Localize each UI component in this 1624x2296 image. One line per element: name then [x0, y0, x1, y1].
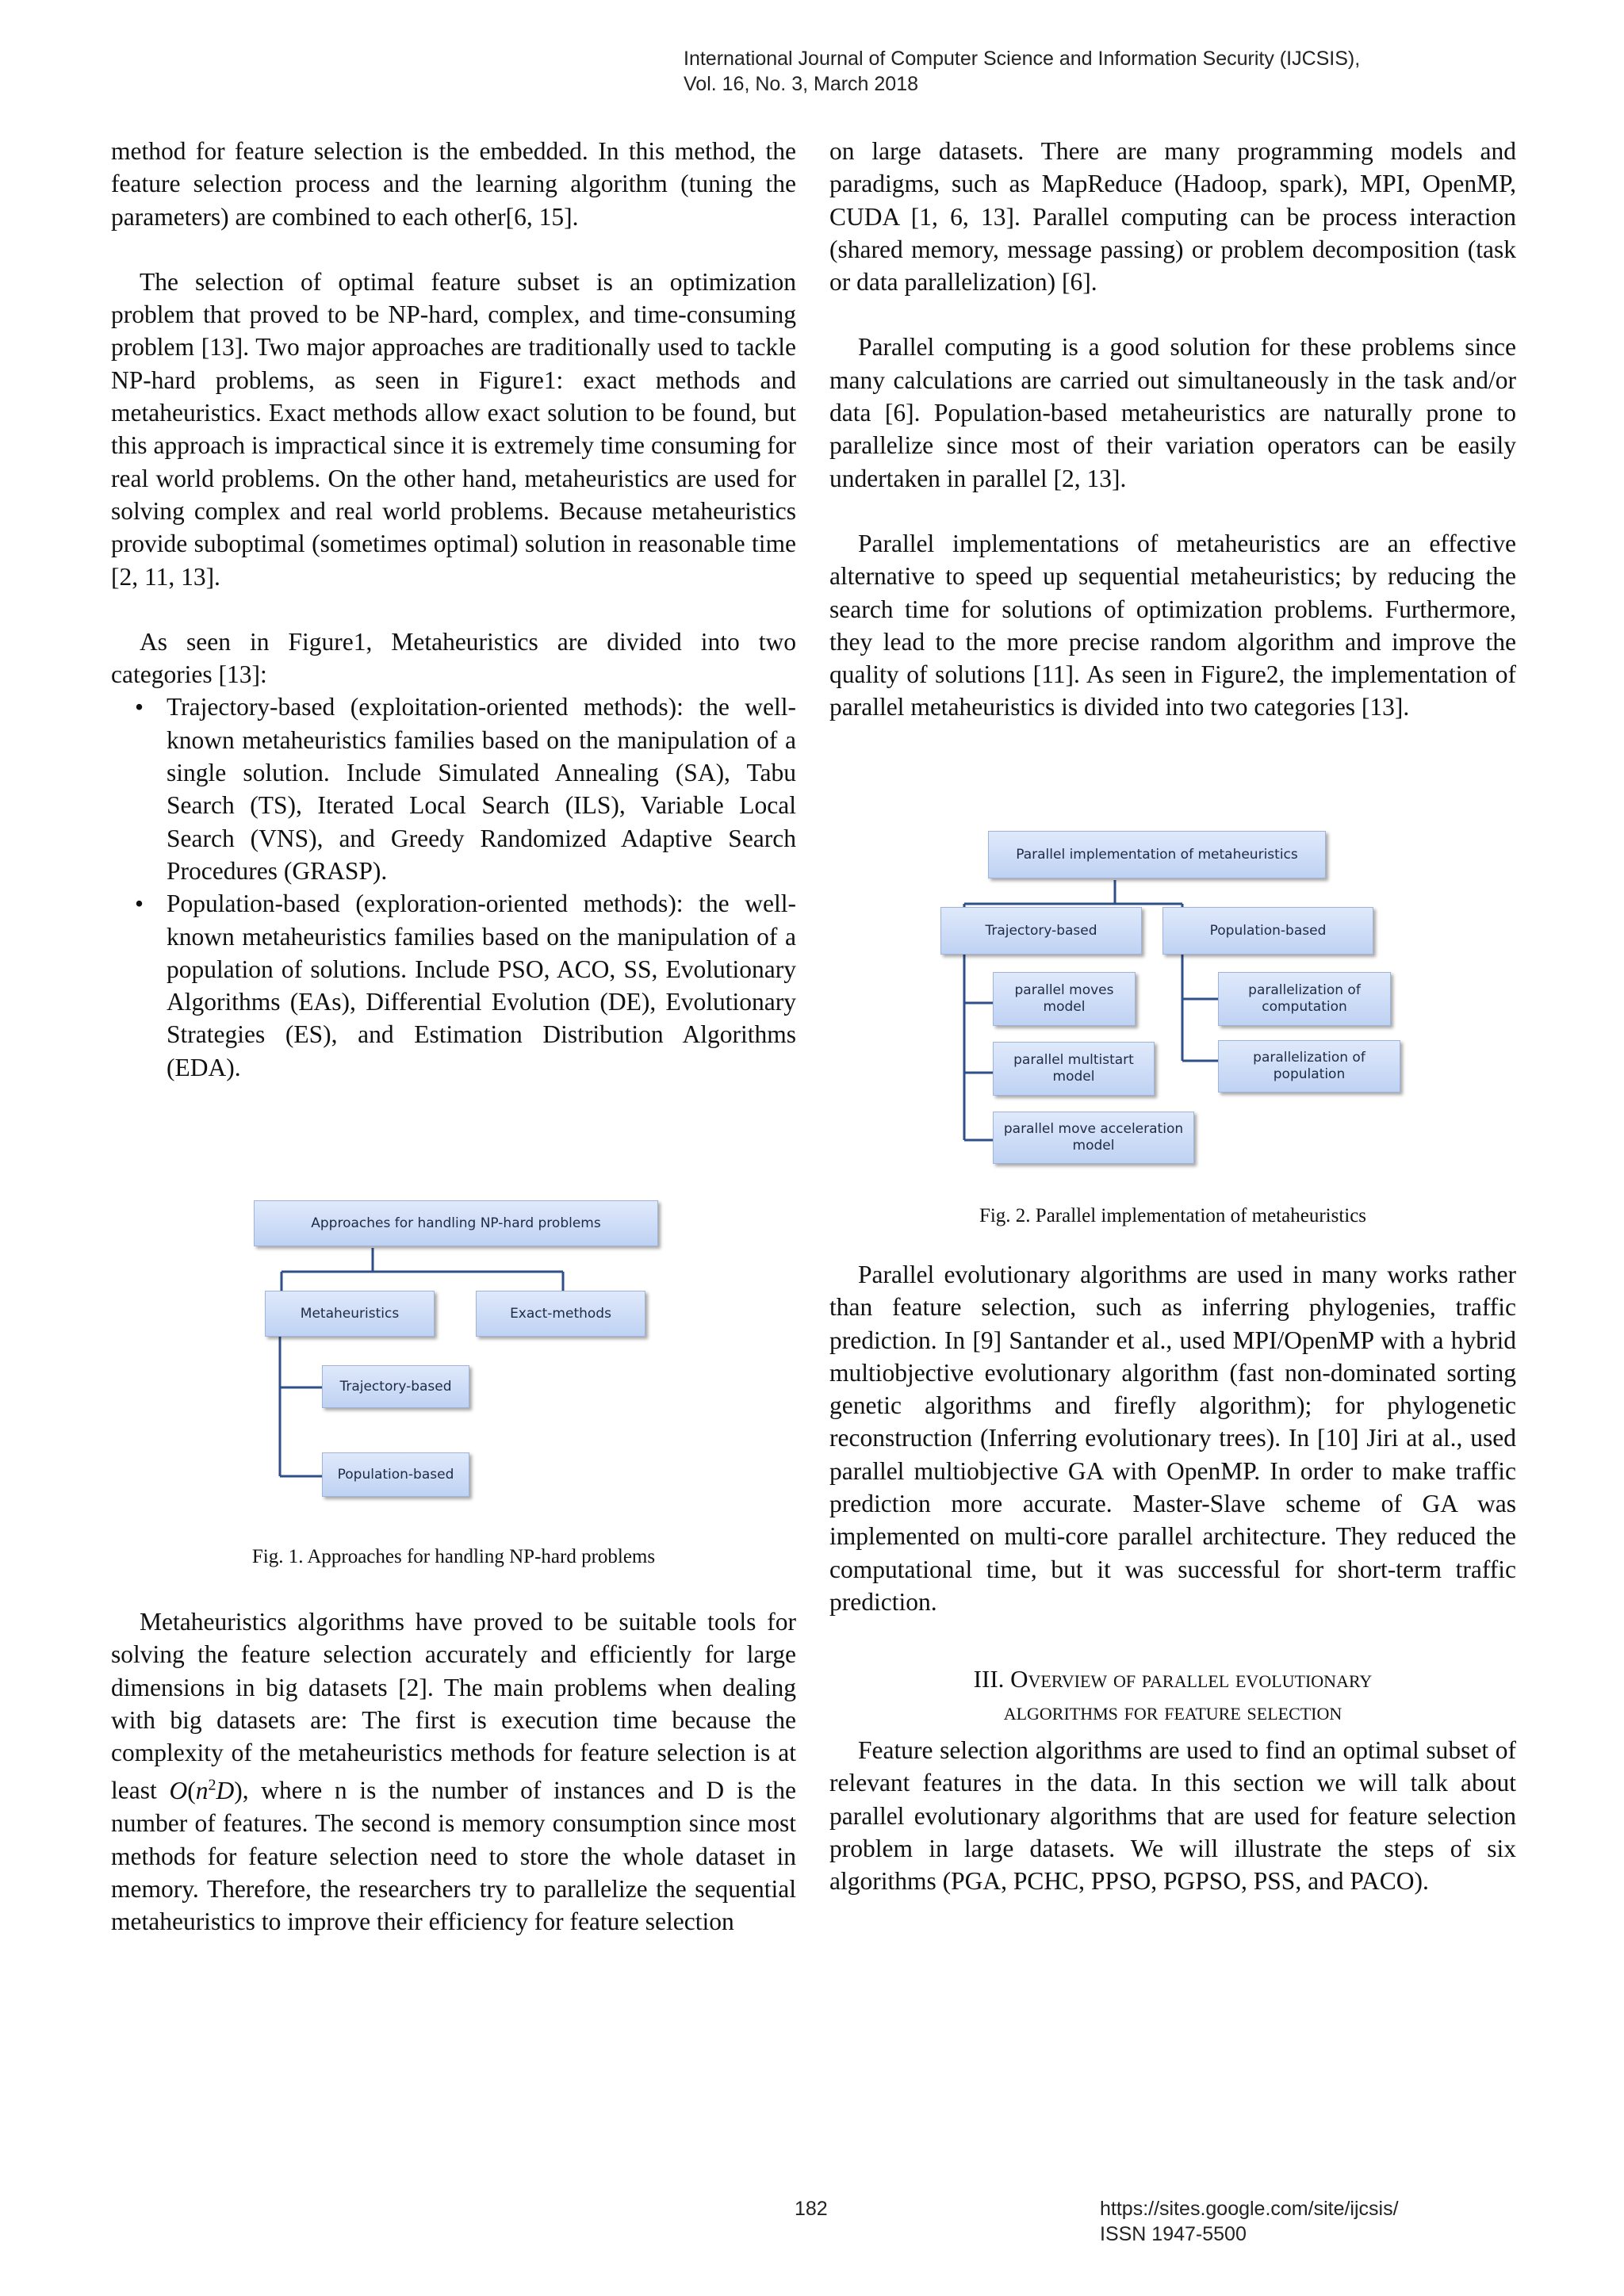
footer-issn: ISSN 1947-5500	[1100, 2223, 1247, 2245]
math-n: n	[195, 1776, 209, 1804]
math-d: D	[216, 1776, 235, 1804]
diagram-node-parallel-moves-model: parallel moves model	[993, 972, 1136, 1026]
diagram-node-parallel-move-acceleration-model: parallel move acceleration model	[993, 1112, 1194, 1164]
diagram-node-population-based: Population-based	[1162, 907, 1373, 955]
paragraph: The selection of optimal feature subset is an optimization problem that proved to be NP-hard, complex, and time-consuming problem [13]. Two major approaches are traditionally used to tackle NP-hard problems, as seen in Figure1: exact methods and metaheuristics. Exact methods allow exact solution to be found, but this approach is impractical since it is extremely time consuming for real world problems. On the other hand, metaheuristics are used for solving complex and real world problems. Because metaheuristics provide suboptimal (sometimes optimal) solution in reasonable time [2, 11, 13].	[111, 267, 796, 591]
right-column-continued	[829, 1258, 1516, 1618]
paragraph: on large datasets. There are many programming models and paradigms, such as MapReduce (Hadoop, spark), MPI, OpenMP, CUDA [1, 6, 13]. Parallel computing can be process interaction (shared memory, message passing) or problem decomposition (task or data parallelization) [6].	[829, 137, 1516, 297]
right-column	[829, 135, 1516, 724]
diagram-node-trajectory-based: Trajectory-based	[322, 1365, 469, 1408]
section-title-line2: algorithms for feature selection	[1003, 1697, 1342, 1725]
figure-1-diagram	[246, 1197, 674, 1506]
diagram-node-exact-methods: Exact-methods	[476, 1291, 645, 1337]
left-column	[111, 135, 796, 1084]
diagram-node-population-based: Population-based	[322, 1452, 469, 1497]
section-heading	[829, 1663, 1516, 1728]
list-item-text: Trajectory-based (exploitation-oriented methods): the well-known metaheuristics families based on the manipulation of a single solution. Include Simulated Annealing (SA), Tabu Search (TS), Iterated Local Search (ILS), Variable Local Search (VNS), and Greedy Randomized Adaptive Search Procedures (GRASP).	[167, 693, 796, 885]
diagram-node-trajectory-based: Trajectory-based	[940, 907, 1142, 955]
diagram-node-metaheuristics: Metaheuristics	[265, 1291, 435, 1337]
list-item: • Population-based (exploration-oriented methods): the well-known metaheuristics families based on the manipulation of a population of solutions. Include PSO, ACO, SS, Evolutionary Algorithms (EAs), Differential Evolution (DE), Evolutionary Strategies (ES), and Estimation Distribution Algorithms (EDA).	[135, 890, 796, 1081]
diagram-node-parallelization-of-population: parallelization of population	[1218, 1040, 1400, 1093]
paragraph-text: , where n is the number of instances and D is the number of features. The second is memory consumption since most methods for feature selection need to store the whole dataset in memory. Therefore, the researchers try to parallelize the sequential metaheuristics to improve their efficiency for feature selection	[111, 1776, 797, 1936]
math-exponent: 2	[208, 1776, 216, 1794]
paragraph: As seen in Figure1, Metaheuristics are divided into two categories [13]:	[111, 627, 796, 689]
figure-2-caption: Fig. 2. Parallel implementation of metaheuristics	[979, 1205, 1367, 1226]
paragraph: Parallel evolutionary algorithms are used in many works rather than feature selection, such as inferring phylogenies, traffic prediction. In [9] Santander et al., used MPI/OpenMP with a hybrid multiobjective evolutionary algorithm (fast non-dominated sorting genetic algorithms and firefly algorithm); for phylogenetic reconstruction (Inferring evolutionary trees). In [10] Jiri at al., used parallel multiobjective GA with OpenMP. In order to make traffic prediction more accurate. Master-Slave scheme of GA was implemented on multi-core parallel architecture. They reduced the computational time, but it was successful for short-term traffic prediction.	[829, 1261, 1516, 1616]
section-title-line1: Overview of parallel evolutionary	[1010, 1665, 1373, 1693]
paragraph: Parallel computing is a good solution for these problems since many calculations are carried out simultaneously in the task and/or data [6]. Population-based metaheuristics are naturally prone to parallelize since most of their variation operators can be easily undertaken in parallel [2, 13].	[829, 333, 1516, 492]
journal-header	[684, 46, 1360, 97]
diagram-node-root: Approaches for handling NP-hard problems	[254, 1200, 658, 1246]
paragraph-text: Metaheuristics algorithms have proved to be suitable tools for solving the feature selection accurately and efficiently for large dimensions in big datasets [2]. The main problems when dealing with big datasets are: The first is execution time because the complexity of the metaheuristics methods for feature selection is at least	[111, 1608, 796, 1804]
figure-1-caption: Fig. 1. Approaches for handling NP-hard problems	[251, 1546, 656, 1567]
diagram-node-root: Parallel implementation of metaheuristics	[988, 831, 1326, 878]
section-number: III.	[973, 1665, 1005, 1693]
bullet-list	[111, 691, 796, 1084]
paragraph: Feature selection algorithms are used to find an optimal subset of relevant features in the data. In this section we will talk about parallel evolutionary algorithms that are used for feature selection problem in large datasets. We will illustrate the steps of six algorithms (PGA, PCHC, PPSO, PGPSO, PSS, and PACO).	[829, 1736, 1516, 1896]
footer-url: https://sites.google.com/site/ijcsis/	[1100, 2198, 1399, 2220]
paragraph	[111, 1605, 796, 1938]
math-expression: $O(n^2D)$	[169, 1776, 243, 1804]
paragraph: Parallel implementations of metaheuristics are an effective alternative to speed up sequential metaheuristics; by reducing the search time for solutions of optimization problems. Furthermore, they lead to the more precise random algorithm and improve the quality of solutions [11]. As seen in Figure2, the implementation of parallel metaheuristics is divided into two categories [13].	[829, 529, 1516, 721]
math-o: O	[169, 1776, 188, 1804]
right-column-section	[829, 1734, 1516, 1897]
left-column-continued	[111, 1605, 796, 1938]
diagram-node-parallel-multistart-model: parallel multistart model	[993, 1042, 1155, 1096]
list-item-text: Population-based (exploration-oriented methods): the well-known metaheuristics families based on the manipulation of a population of solutions. Include PSO, ACO, SS, Evolutionary Algorithms (EAs), Differential Evolution (DE), Evolutionary Strategies (ES), and Estimation Distribution Algorithms (EDA).	[167, 890, 796, 1081]
list-item: • Trajectory-based (exploitation-oriented methods): the well-known metaheuristics families based on the manipulation of a single solution. Include Simulated Annealing (SA), Tabu Search (TS), Iterated Local Search (ILS), Variable Local Search (VNS), and Greedy Randomized Adaptive Search Procedures (GRASP).	[135, 693, 796, 885]
journal-header-line1: International Journal of Computer Science and Information Security (IJCSIS),	[684, 48, 1361, 70]
page-number: 182	[795, 2198, 828, 2220]
diagram-node-parallelization-of-computation: parallelization of computation	[1218, 972, 1391, 1026]
figure-2-diagram	[940, 825, 1369, 1165]
footer-info	[1100, 2196, 1399, 2247]
paragraph: method for feature selection is the embedded. In this method, the feature selection process and the learning algorithm (tuning the parameters) are combined to each other[6, 15].	[111, 137, 796, 231]
journal-header-line2: Vol. 16, No. 3, March 2018	[684, 73, 919, 95]
